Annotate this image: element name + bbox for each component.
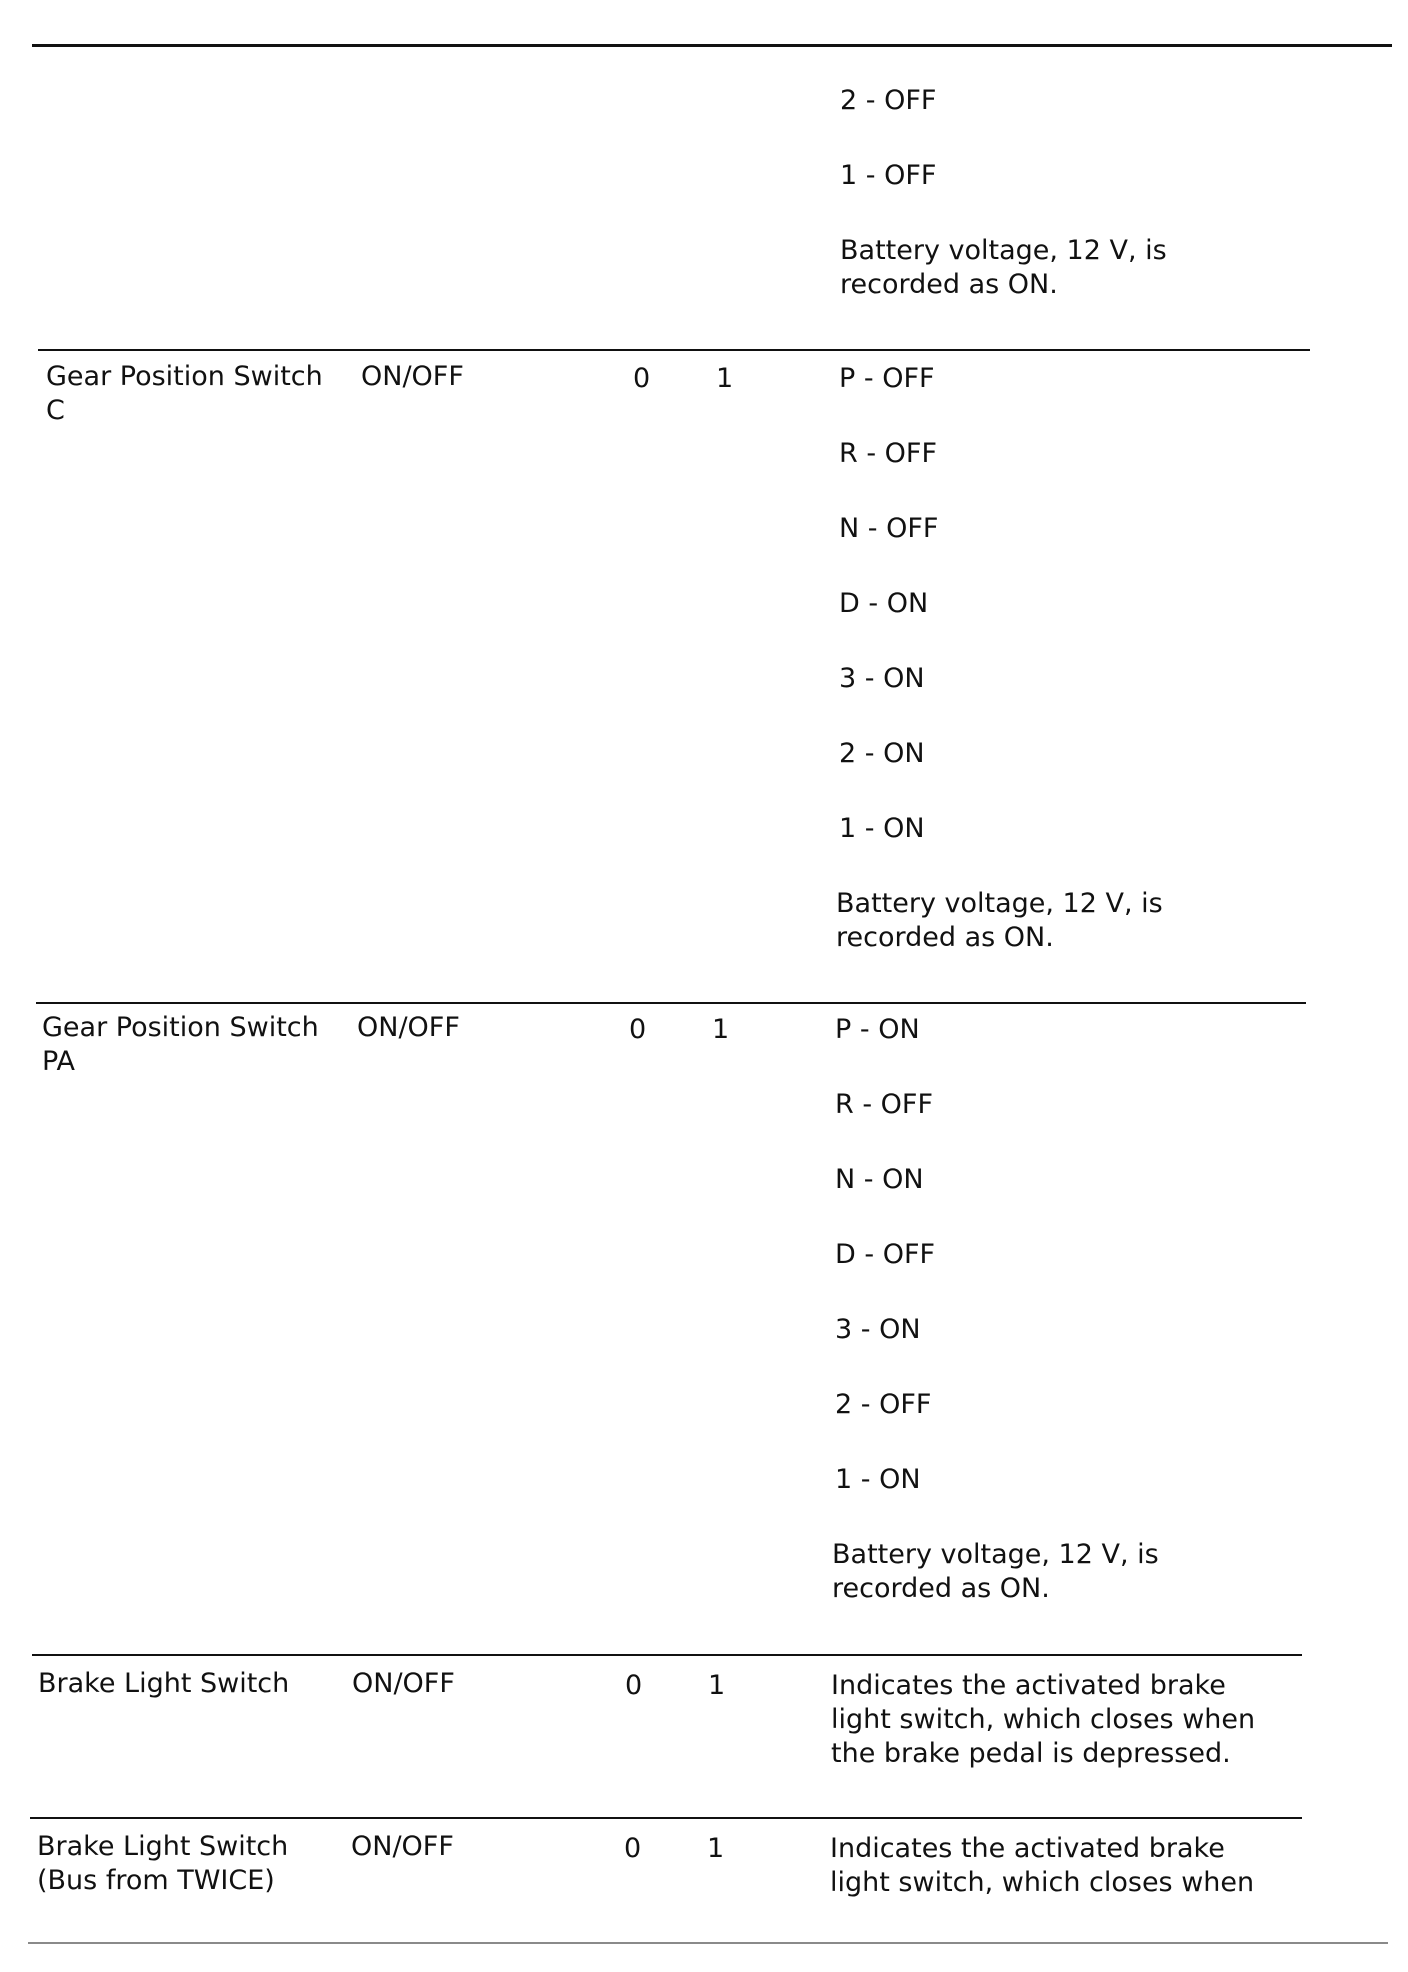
row-max: 1	[708, 1670, 726, 1701]
row-name: Gear Position Switch C	[46, 361, 323, 426]
desc-line: N - OFF	[839, 513, 939, 544]
desc-line: P - ON	[835, 1014, 920, 1045]
desc-line: 3 - ON	[835, 1314, 921, 1345]
row-separator	[32, 1654, 1302, 1656]
row-name: Brake Light Switch (Bus from TWICE)	[37, 1831, 289, 1896]
row-unit: ON/OFF	[352, 1668, 455, 1699]
row-max: 1	[712, 1014, 730, 1045]
desc-line: 1 - ON	[839, 813, 925, 844]
row-min: 0	[629, 1014, 647, 1045]
row-unit: ON/OFF	[351, 1831, 454, 1862]
desc-line: D - OFF	[835, 1239, 936, 1270]
row-min: 0	[633, 363, 651, 394]
desc-line: P - OFF	[839, 363, 935, 394]
desc-line: R - OFF	[839, 438, 937, 469]
desc-line: D - ON	[839, 588, 929, 619]
desc-note: Battery voltage, 12 V, is recorded as ON.	[836, 888, 1163, 953]
row-description: Indicates the activated brake light switch, which closes when the brake pedal is depressed.	[831, 1670, 1256, 1769]
row-name: Brake Light Switch	[38, 1668, 290, 1699]
row-description: Indicates the activated brake light switch, which closes when	[830, 1833, 1255, 1898]
desc-line: N - ON	[835, 1164, 924, 1195]
desc-line: 2 - OFF	[840, 85, 937, 116]
bottom-rule	[28, 1942, 1388, 1944]
row-max: 1	[716, 363, 734, 394]
row-min: 0	[624, 1833, 642, 1864]
row-separator	[38, 349, 1310, 351]
desc-line: 1 - ON	[835, 1464, 921, 1495]
row-separator	[36, 1002, 1306, 1004]
row-name: Gear Position Switch PA	[42, 1012, 319, 1077]
row-unit: ON/OFF	[361, 361, 464, 392]
desc-line: 2 - OFF	[835, 1389, 932, 1420]
desc-line: 2 - ON	[839, 738, 925, 769]
desc-note: Battery voltage, 12 V, is recorded as ON.	[832, 1539, 1159, 1604]
row-max: 1	[707, 1833, 725, 1864]
top-rule	[32, 44, 1392, 47]
desc-note: Battery voltage, 12 V, is recorded as ON.	[840, 235, 1167, 300]
desc-line: 3 - ON	[839, 663, 925, 694]
desc-line: R - OFF	[835, 1089, 933, 1120]
row-min: 0	[625, 1670, 643, 1701]
row-unit: ON/OFF	[357, 1012, 460, 1043]
desc-line: 1 - OFF	[840, 160, 937, 191]
row-separator	[30, 1817, 1302, 1819]
